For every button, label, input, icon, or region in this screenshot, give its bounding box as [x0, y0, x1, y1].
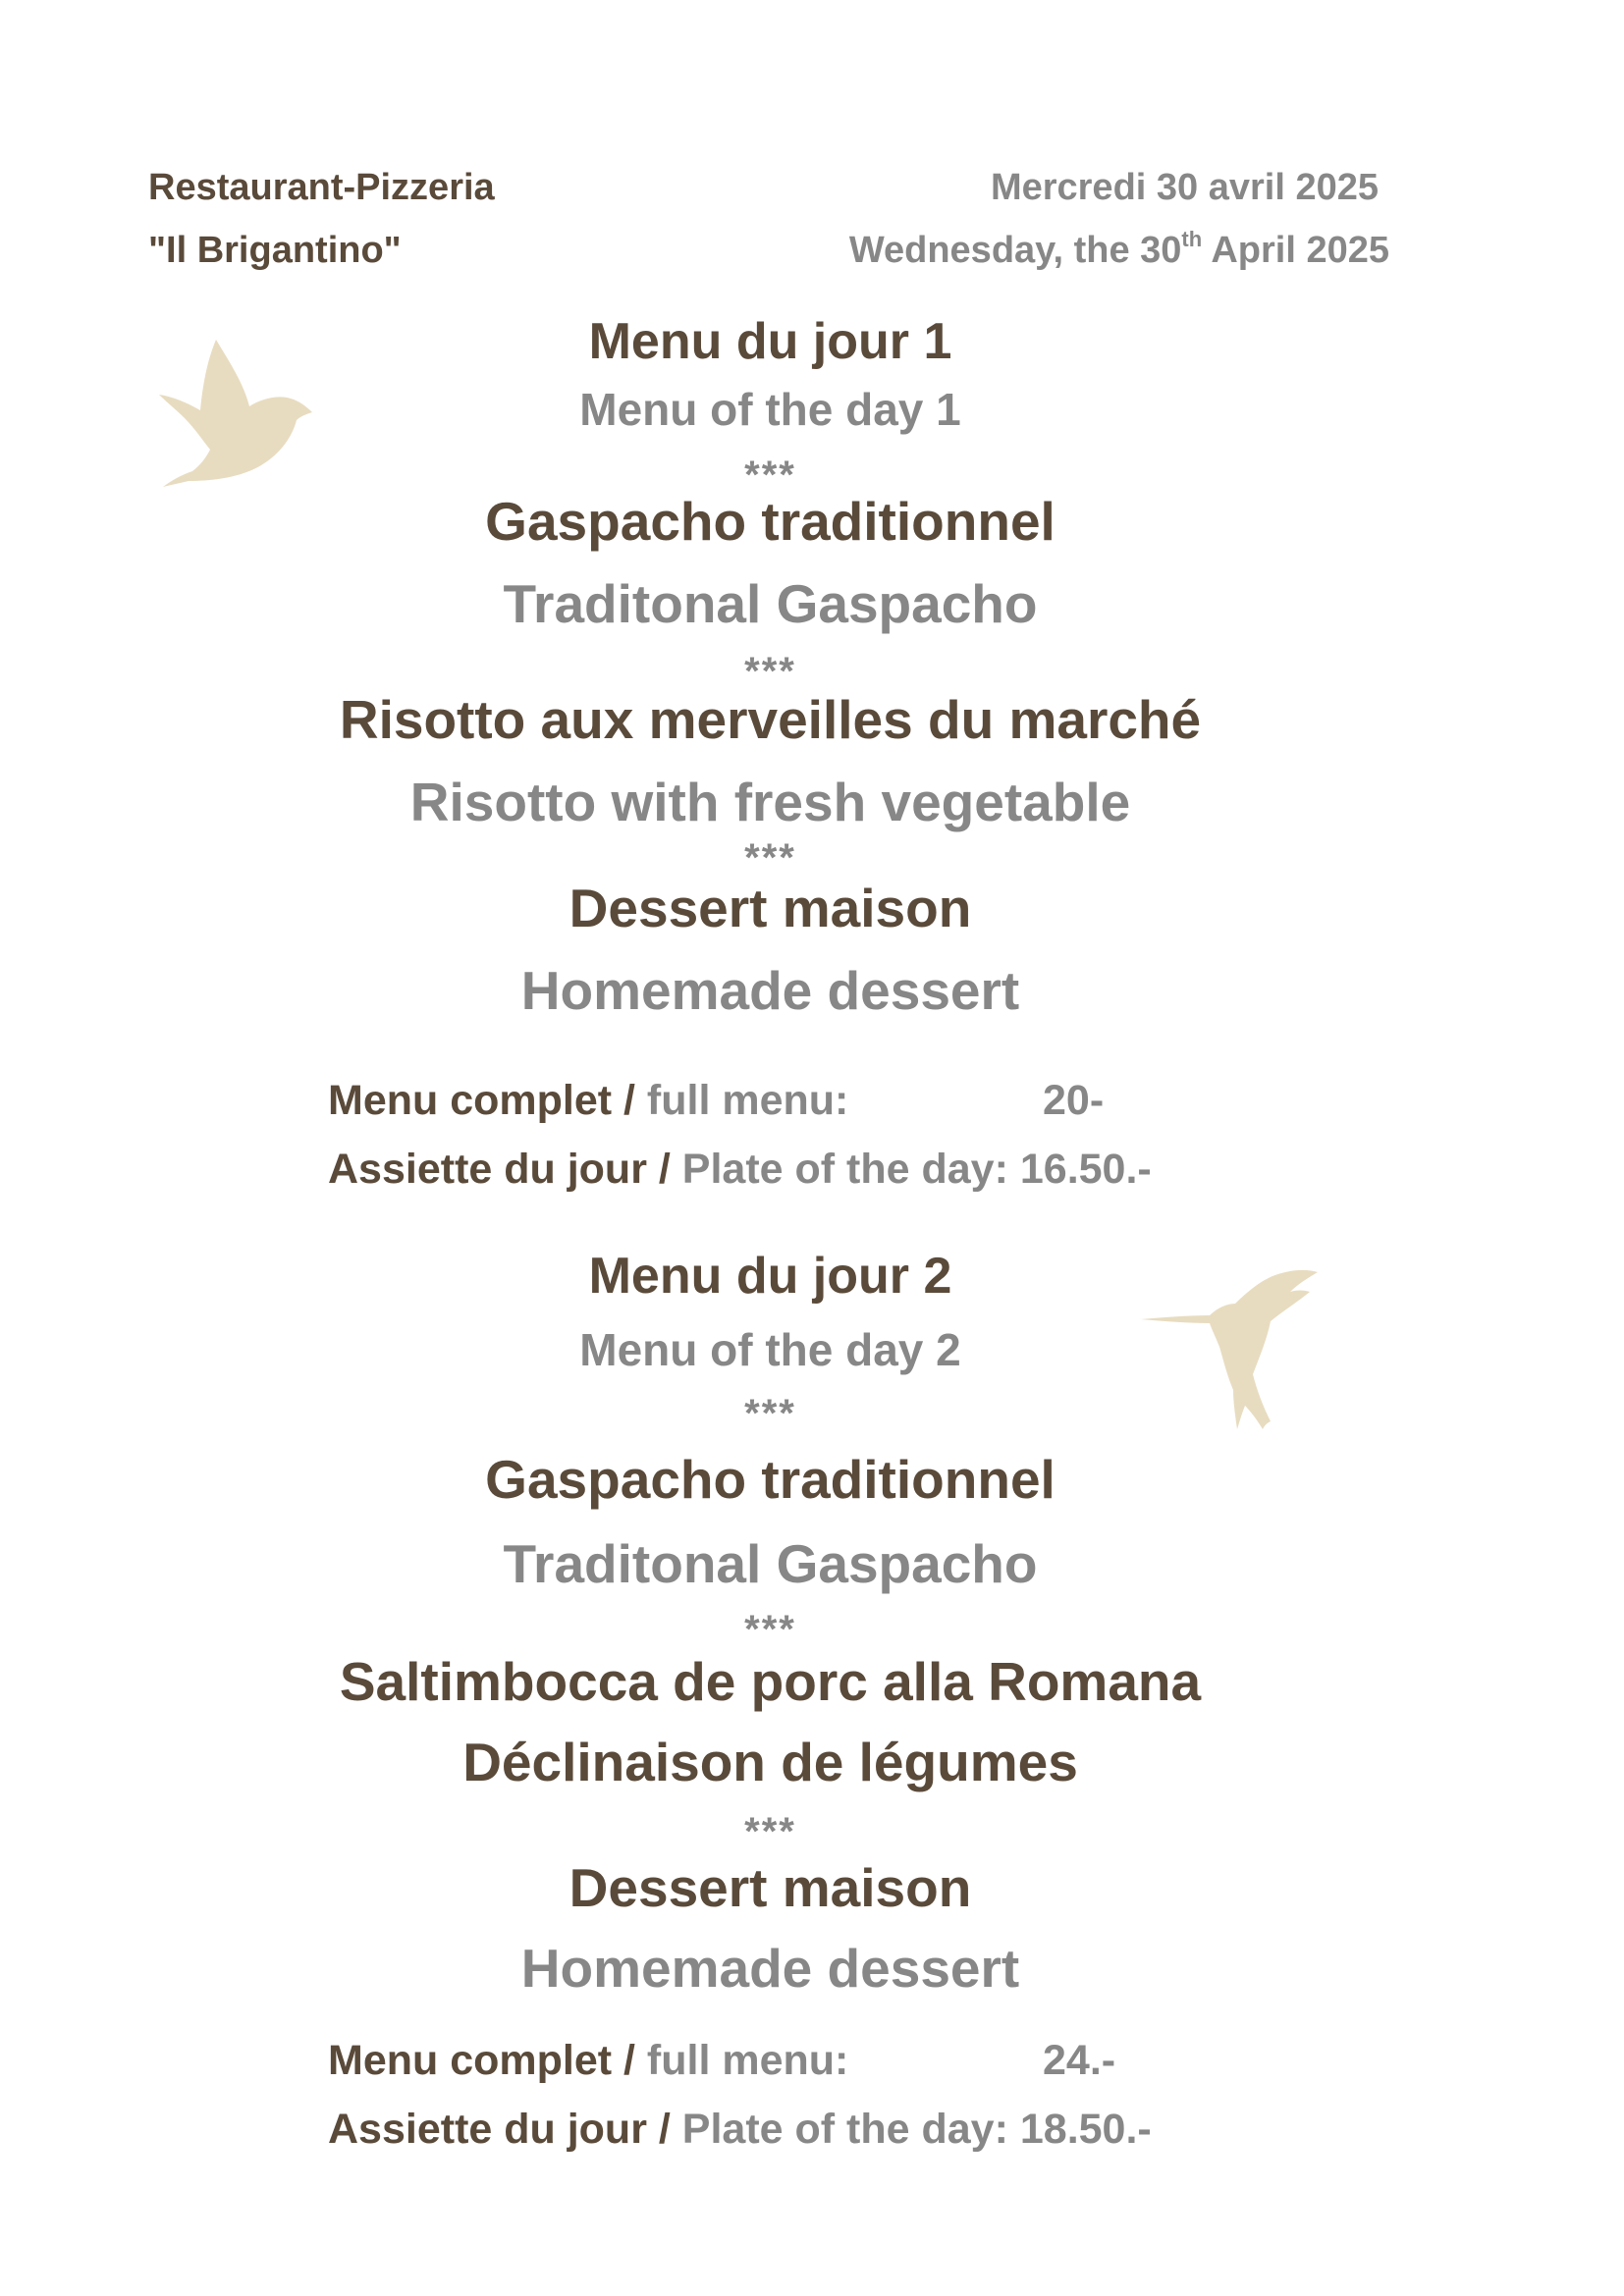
menu2-plate-label-english: Plate of the day: — [681, 2106, 1020, 2153]
menu1-separator-1: *** — [744, 454, 796, 497]
date-english-suffix: April 2025 — [1202, 230, 1389, 271]
menu2-separator-3: *** — [744, 1810, 796, 1853]
menu1-separator-2: *** — [744, 650, 796, 693]
menu1-dessert-french: Dessert maison — [568, 878, 972, 938]
menu2-separator-1: *** — [744, 1392, 796, 1435]
menu1-full-price: 20- — [1043, 1077, 1105, 1124]
menu1-full-label-french: Menu complet / — [328, 1077, 647, 1124]
menu1-plate-price-row — [328, 1148, 1152, 1191]
menu1-full-label-english: full menu: — [646, 1077, 849, 1124]
menu2-starter-english: Traditonal Gaspacho — [503, 1533, 1038, 1594]
menu2-separator-2: *** — [744, 1608, 796, 1651]
date-english-suffix-ordinal: th — [1181, 227, 1203, 251]
date-english — [848, 227, 1389, 271]
menu2-full-label-french: Menu complet / — [328, 2037, 647, 2084]
restaurant-name: "Il Brigantino" — [148, 230, 402, 271]
date-french: Mercredi 30 avril 2025 — [990, 167, 1379, 208]
menu2-plate-price: 18.50.- — [1019, 2106, 1152, 2153]
menu2-main-french: Saltimbocca de porc alla Romana — [339, 1651, 1202, 1712]
menu1-title-french: Menu du jour 1 — [588, 313, 952, 370]
menu1-plate-label-french: Assiette du jour / — [328, 1146, 682, 1193]
menu1-separator-3: *** — [744, 836, 796, 880]
menu2-starter-french: Gaspacho traditionnel — [485, 1449, 1056, 1510]
menu2-full-price: 24.- — [1043, 2037, 1116, 2084]
date-english-prefix: Wednesday, the 30 — [848, 230, 1182, 271]
menu2-main-french-line2: Déclinaison de légumes — [462, 1732, 1078, 1792]
menu1-starter-french: Gaspacho traditionnel — [485, 491, 1056, 552]
menu1-main-french: Risotto aux merveilles du marché — [339, 689, 1202, 750]
menu2-full-label-english: full menu: — [646, 2037, 849, 2084]
menu2-title-french: Menu du jour 2 — [588, 1248, 952, 1305]
menu2-plate-price-row — [328, 2106, 1152, 2153]
menu1-starter-english: Traditonal Gaspacho — [503, 573, 1038, 634]
menu1-dessert-english: Homemade dessert — [520, 960, 1020, 1021]
menu1-plate-price: 16.50.- — [1019, 1146, 1152, 1193]
menu2-title-english: Menu of the day 2 — [579, 1324, 961, 1375]
menu1-plate-label-english: Plate of the day: — [681, 1146, 1020, 1193]
menu2-plate-label-french: Assiette du jour / — [328, 2106, 682, 2153]
menu1-full-price-row — [328, 1077, 1105, 1124]
menu2-dessert-french: Dessert maison — [568, 1857, 972, 1918]
restaurant-type: Restaurant-Pizzeria — [148, 167, 495, 208]
menu1-main-english: Risotto with fresh vegetable — [409, 772, 1131, 832]
menu1-title-english: Menu of the day 1 — [579, 384, 961, 435]
menu2-full-price-row — [328, 2037, 1116, 2084]
menu2-dessert-english: Homemade dessert — [520, 1938, 1020, 1999]
